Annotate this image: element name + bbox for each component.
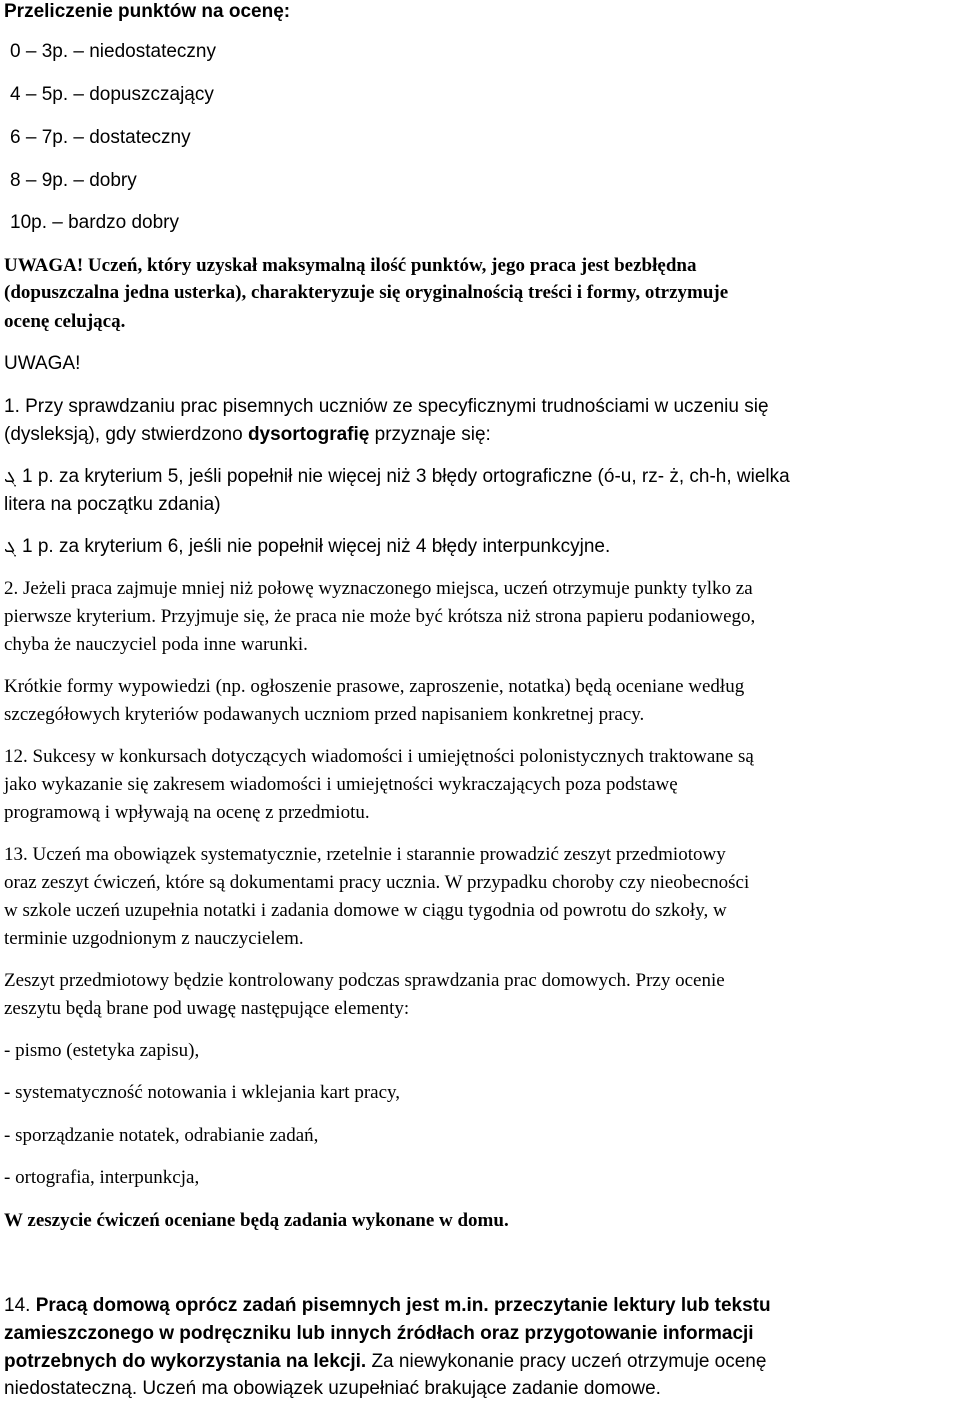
paragraph-14: [4, 1350, 766, 1374]
paragraph-13: 13. Uczeń ma obowiązek systematycznie, rzetelnie i starannie prowadzić zeszyt przedmiotowy: [4, 844, 726, 865]
paragraph-1: [4, 423, 491, 447]
paragraph-14: zamieszczonego w podręczniku lub innych źródłach oraz przygotowanie informacji: [4, 1323, 754, 1344]
element-item: - pismo (estetyka zapisu),: [4, 1040, 200, 1061]
bullet-icon: ܓ: [4, 466, 17, 487]
paragraph-14: niedostateczną. Uczeń ma obowiązek uzupełniać brakujące zadanie domowe.: [4, 1378, 661, 1399]
scale-item: 4 – 5p. – dopuszczający: [10, 84, 214, 105]
paragraph-12: 12. Sukcesy w konkursach dotyczących wiadomości i umiejętności polonistycznych traktowane są: [4, 746, 754, 767]
paragraph-2: pierwsze kryterium. Przyjmuje się, że praca nie może być krótsza niż strona papieru podaniowego,: [4, 606, 756, 627]
paragraph-zeszyt: Zeszyt przedmiotowy będzie kontrolowany podczas sprawdzania prac domowych. Przy ocenie: [4, 970, 725, 991]
paragraph-krotkie-formy: Krótkie formy wypowiedzi (np. ogłoszenie prasowe, zaproszenie, notatka) będą oceniane według: [4, 676, 745, 697]
text-bold: Pracą domową oprócz zadań pisemnych jest m.in. przeczytanie lektury lub tekstu: [35, 1295, 771, 1316]
text: (dysleksją), gdy stwierdzono: [4, 424, 248, 445]
element-item: - ortografia, interpunkcja,: [4, 1167, 200, 1188]
paragraph-2: 2. Jeżeli praca zajmuje mniej niż połowę wyznaczonego miejsca, uczeń otrzymuje punkty tylko za: [4, 578, 753, 599]
paragraph-13: w szkole uczeń uzupełnia notatki i zadania domowe w ciągu tygodnia od powrotu do szkoły, w: [4, 900, 727, 921]
dysortografia-term: dysortografię: [247, 424, 370, 445]
text: 14.: [4, 1295, 36, 1316]
text: Za niewykonanie pracy uczeń otrzymuje ocenę: [366, 1351, 767, 1372]
scale-item: 0 – 3p. – niedostateczny: [10, 41, 216, 62]
text: przyznaje się:: [369, 424, 491, 445]
scale-item: 10p. – bardzo dobry: [10, 212, 180, 233]
paragraph-12: jako wykazanie się zakresem wiadomości i umiejętności wykraczających poza podstawę: [4, 774, 678, 795]
paragraph-13: oraz zeszyt ćwiczeń, które są dokumentami pracy ucznia. W przypadku choroby czy nieobecności: [4, 872, 750, 893]
bullet-icon: ܓ: [4, 536, 17, 557]
element-item: - systematyczność notowania i wklejania kart pracy,: [4, 1082, 401, 1103]
paragraph-zeszyt: zeszytu będą brane pod uwagę następujące elementy:: [4, 998, 410, 1019]
scale-item: 8 – 9p. – dobry: [10, 170, 137, 191]
bullet-item: [4, 535, 610, 559]
text-bold: potrzebnych do wykorzystania na lekcji.: [4, 1351, 367, 1372]
bullet-item: [4, 465, 790, 489]
paragraph-krotkie-formy: szczegółowych kryteriów podawanych uczniom przed napisaniem konkretnej pracy.: [4, 704, 645, 725]
uwaga-paragraph: UWAGA! Uczeń, który uzyskał maksymalną ilość punktów, jego praca jest bezbłędna: [4, 255, 697, 276]
element-item: - sporządzanie notatek, odrabianie zadań,: [4, 1125, 319, 1146]
uwaga-paragraph: ocenę celującą.: [4, 311, 126, 332]
paragraph-13: terminie uzgodnionym z nauczycielem.: [4, 928, 304, 949]
paragraph-12: programową i wpływają na ocenę z przedmiotu.: [4, 802, 370, 823]
bullet-text: 1 p. za kryterium 5, jeśli popełnił nie więcej niż 3 błędy ortograficzne (ó-u, rz- ż, ch-h, wielka: [22, 466, 790, 487]
bullet-text: 1 p. za kryterium 6, jeśli nie popełnił więcej niż 4 błędy interpunkcyjne.: [22, 536, 611, 557]
paragraph-14: [4, 1294, 771, 1318]
paragraph-2: chyba że nauczyciel poda inne warunki.: [4, 634, 308, 655]
cwiczen-note: W zeszycie ćwiczeń oceniane będą zadania wykonane w domu.: [4, 1210, 509, 1231]
scale-item: 6 – 7p. – dostateczny: [10, 127, 191, 148]
uwaga-title: UWAGA!: [4, 353, 81, 374]
bullet-item-cont: litera na początku zdania): [4, 494, 221, 515]
uwaga-paragraph: (dopuszczalna jedna usterka), charakteryzuje się oryginalnością treści i formy, otrzymuje: [4, 282, 729, 303]
page-heading: Przeliczenie punktów na ocenę:: [4, 1, 291, 22]
paragraph-1: 1. Przy sprawdzaniu prac pisemnych uczniów ze specyficznymi trudnościami w uczeniu się: [4, 396, 769, 417]
